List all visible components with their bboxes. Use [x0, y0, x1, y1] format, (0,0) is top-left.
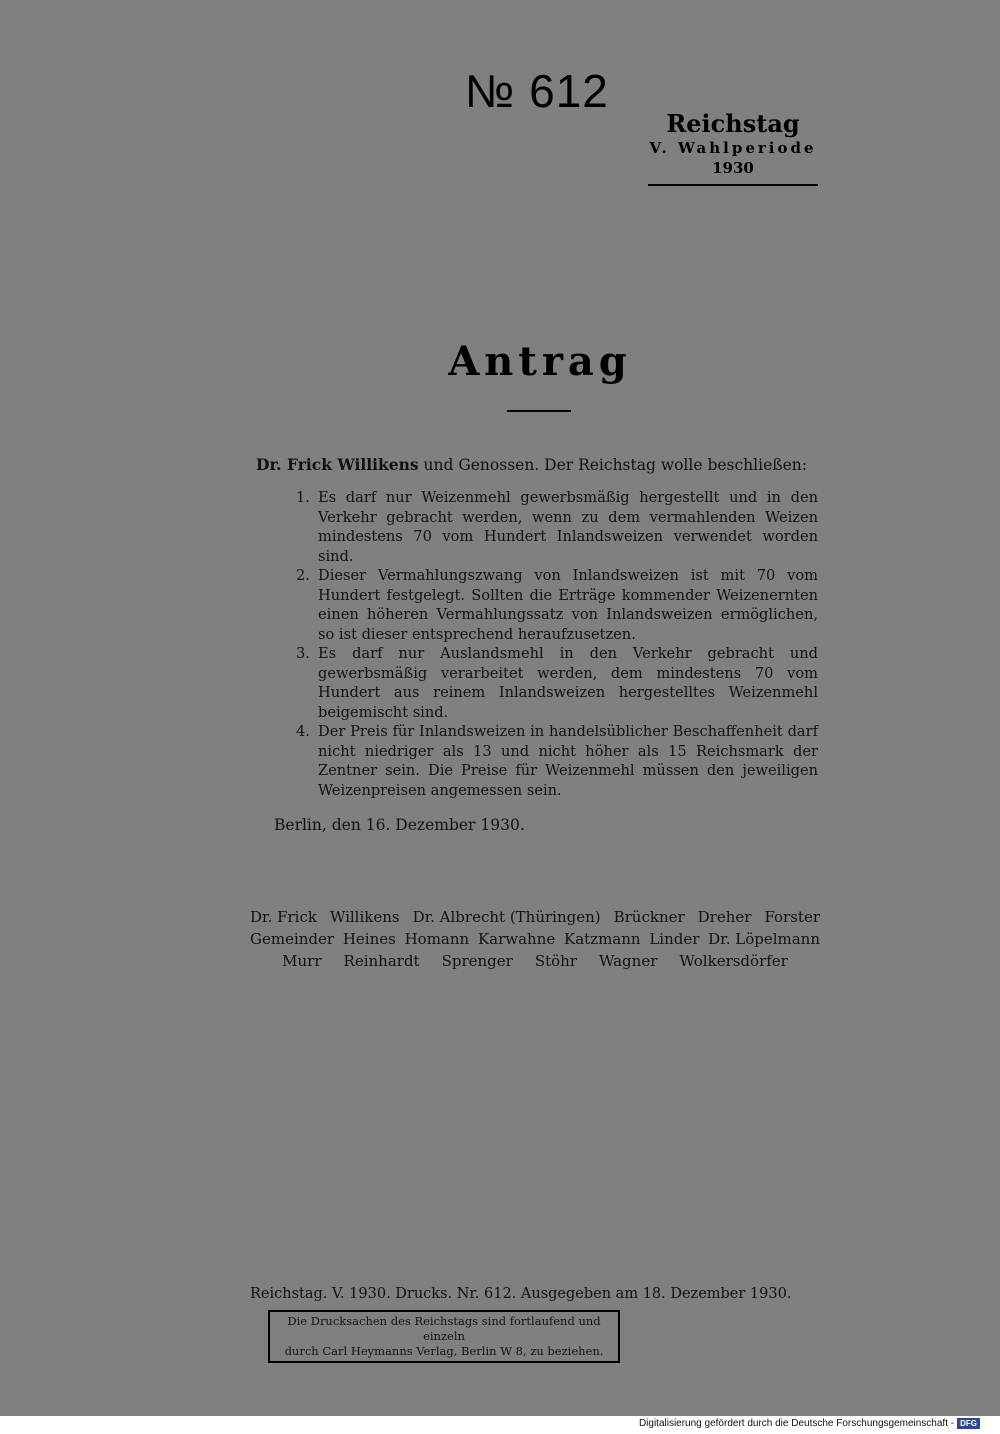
document-heading: Antrag: [448, 338, 632, 385]
item-number: 2.: [296, 567, 310, 584]
signatories-line: [250, 906, 820, 928]
masthead: [648, 110, 818, 186]
signer-name: Dr. Frick: [250, 908, 317, 926]
signer-name: Forster: [764, 908, 820, 926]
motion-item: [296, 566, 818, 644]
signer-name: Gemeinder: [250, 930, 335, 948]
masthead-title: Reichstag: [666, 109, 800, 138]
signer-name: Wolkersdörfer: [679, 952, 788, 970]
print-footer: Reichstag. V. 1930. Drucks. Nr. 612. Ausgegeben am 18. Dezember 1930.: [250, 1286, 792, 1302]
item-text: Es darf nur Weizenmehl gewerbsmäßig hergestellt und in den Verkehr gebracht werden, wenn zu dem vermahlenden Weizen mindestens 70 vom Hundert Inlandsweizen verwendet worden sind.: [318, 489, 818, 565]
item-text: Es darf nur Auslandsmehl in den Verkehr gebracht und gewerbsmäßig verarbeitet werden, dem mindestens 70 vom Hundert aus reinem Inlandsweizen hergestelltes Weizenmehl beigemischt sind.: [318, 645, 818, 721]
item-text: Dieser Vermahlungszwang von Inlandsweizen ist mit 70 vom Hundert festgelegt. Sollten die Erträge kommender Weizenernten einen höheren Vermahlungssatz von Inlandsweizen ermöglichen, so ist dieser entsprechend heraufzusetzen.: [318, 567, 818, 643]
item-number: 1.: [296, 489, 310, 506]
item-number: 4.: [296, 723, 310, 740]
masthead-year: 1930: [712, 159, 754, 177]
item-number: 3.: [296, 645, 310, 662]
signer-name: Stöhr: [534, 952, 577, 970]
signer-name: Brückner: [613, 908, 685, 926]
motion-items: [296, 488, 818, 800]
publisher-notice-line: durch Carl Heymanns Verlag, Berlin W 8, zu beziehen.: [284, 1344, 604, 1358]
motion-intro-text: und Genossen. Der Reichstag wolle beschließen:: [418, 456, 807, 474]
item-text: Der Preis für Inlandsweizen in handelsüblicher Beschaffenheit darf nicht niedriger als 13 und nicht höher als 15 Reichsmark der Zentner sein. Die Preise für Weizenmehl müssen den jeweiligen Weizenpreisen angemessen sein.: [318, 723, 818, 799]
credit-text: Digitalisierung gefördert durch die Deutsche Forschungsgemeinschaft -: [638, 1418, 955, 1429]
signer-name: Wagner: [599, 952, 658, 970]
masthead-rule: [648, 184, 818, 186]
signer-name: Dreher: [697, 908, 752, 926]
signatories-line: [250, 950, 820, 972]
motion-item: [296, 644, 818, 722]
signer-name: Katzmann: [564, 930, 641, 948]
signatories: [250, 906, 820, 972]
motion-authors: Dr. Frick Willikens: [256, 455, 419, 474]
motion-intro: [256, 454, 826, 476]
motion-item: [296, 722, 818, 800]
signer-name: Karwahne: [477, 930, 556, 948]
dfg-logo: DFG: [957, 1418, 980, 1429]
signatories-line: [250, 928, 820, 950]
digitization-credit: [639, 1418, 980, 1429]
signer-name: Reinhardt: [343, 952, 420, 970]
masthead-period: V. Wahlperiode: [649, 139, 817, 157]
place-date: Berlin, den 16. Dezember 1930.: [274, 816, 525, 834]
publisher-notice-line: Die Drucksachen des Reichstags sind fortlaufend und einzeln: [287, 1314, 601, 1343]
signer-name: Linder: [649, 930, 700, 948]
signer-name: Sprenger: [441, 952, 513, 970]
document-number: № 612: [465, 65, 609, 117]
motion-item: [296, 488, 818, 566]
heading-divider: [507, 410, 571, 412]
signer-name: Dr. Albrecht (Thüringen): [412, 908, 601, 926]
signer-name: Dr. Löpelmann: [708, 930, 820, 948]
signer-name: Willikens: [329, 908, 400, 926]
signer-name: Homann: [404, 930, 470, 948]
publisher-notice: [268, 1310, 620, 1363]
signer-name: Heines: [342, 930, 396, 948]
signer-name: Murr: [282, 952, 322, 970]
